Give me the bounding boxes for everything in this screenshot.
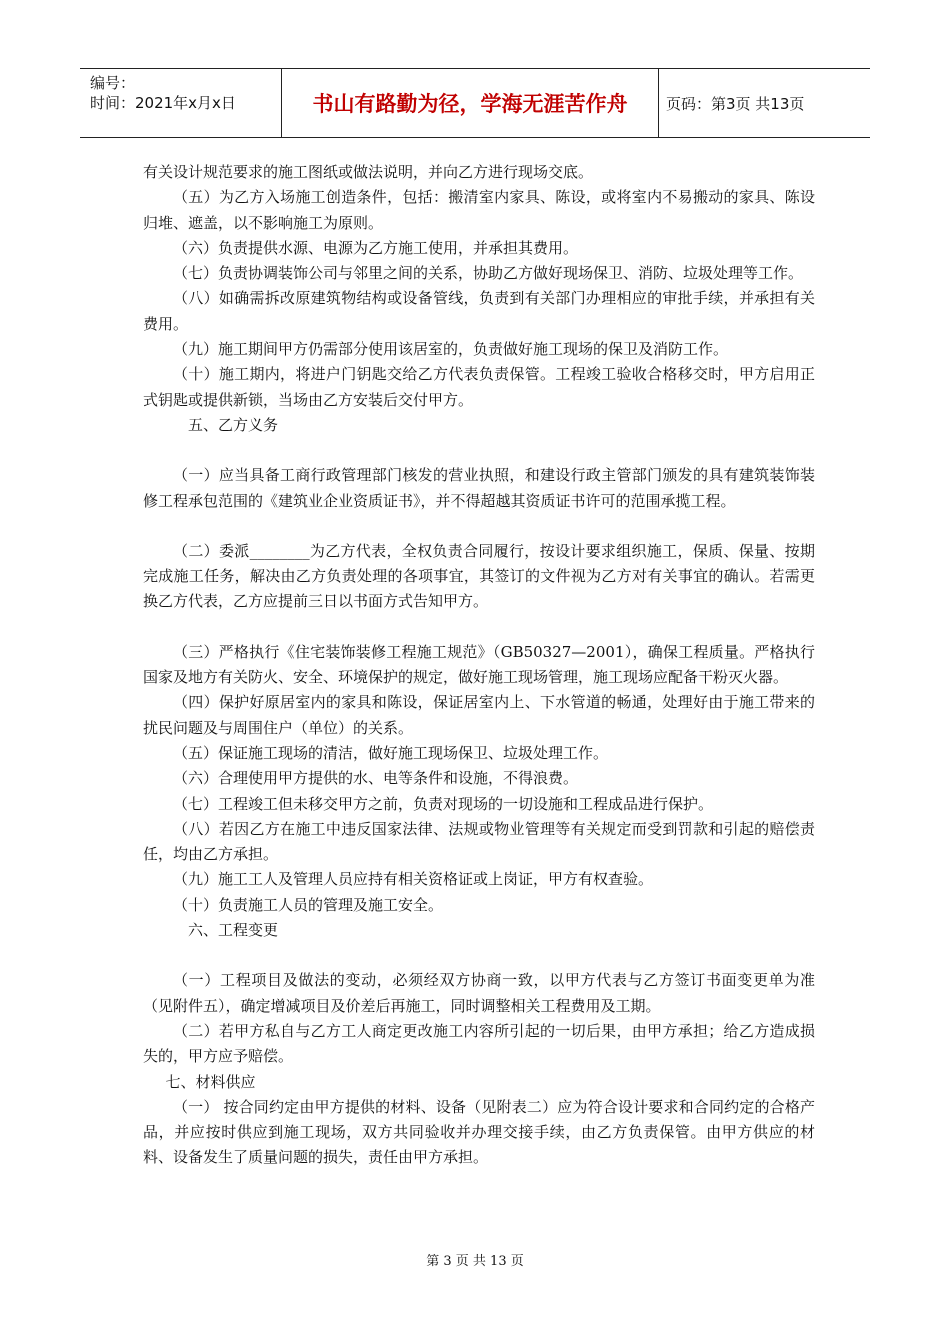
document-date: 时间：2021年x月x日: [90, 94, 236, 112]
page-header: [80, 68, 870, 138]
paragraph: （三）严格执行《住宅装饰装修工程施工规范》（GB50327—2001），确保工程质量。严格执行国家及地方有关防火、安全、环境保护的规定，做好施工现场管理，施工现场应配备干粉灭火器。: [143, 642, 815, 687]
header-page-code: 页码：第3页 共13页: [666, 95, 805, 113]
paragraph: （一） 按合同约定由甲方提供的材料、设备（见附表二）应为符合设计要求和合同约定的合格产品，并应按时供应到施工现场，双方共同验收并办理交接手续，由乙方负责保管。由甲方供应的材料、设备发生了质量问题的损失，责任由甲方承担。: [143, 1097, 815, 1167]
section-heading: 五、乙方义务: [188, 415, 279, 434]
paragraph: （五）保证施工现场的清洁，做好施工现场保卫、垃圾处理工作。: [173, 743, 609, 762]
paragraph: （六）负责提供水源、电源为乙方施工使用，并承担其费用。: [173, 238, 579, 257]
paragraph: （四）保护好原居室内的家具和陈设，保证居室内上、下水管道的畅通，处理好由于施工带来的扰民问题及与周围住户（单位）的关系。: [143, 693, 815, 737]
header-meta: [80, 69, 281, 137]
paragraph: （九）施工期间甲方仍需部分使用该居室的，负责做好施工现场的保卫及消防工作。: [173, 340, 729, 359]
section-heading: 七、材料供应: [165, 1072, 256, 1091]
paragraph: （九）施工工人及管理人员应持有相关资格证或上岗证，甲方有权查验。: [173, 870, 654, 889]
page-footer: 第 3 页 共 13 页: [426, 1254, 524, 1269]
paragraph: （六）合理使用甲方提供的水、电等条件和设施，不得浪费。: [173, 769, 579, 788]
paragraph: （五）为乙方入场施工创造条件，包括：搬清室内家具、陈设，或将室内不易搬动的家具、陈设归堆、遮盖，以不影响施工为原则。: [143, 188, 815, 232]
paragraph: （七）工程竣工但未移交甲方之前，负责对现场的一切设施和工程成品进行保护。: [173, 794, 714, 813]
paragraph: （八）如确需拆改原建筑物结构或设备管线，负责到有关部门办理相应的审批手续，并承担有关费用。: [143, 289, 815, 333]
paragraph: （二）委派________为乙方代表，全权负责合同履行，按设计要求组织施工，保质、保量、按期完成施工任务，解决由乙方负责处理的各项事宜，其签订的文件视为乙方对有关事宜的确认。若需更换乙方代表，乙方应提前三日以书面方式告知甲方。: [143, 541, 815, 611]
document-body: [143, 160, 815, 1171]
paragraph: （十）负责施工人员的管理及施工安全。: [173, 895, 444, 914]
paragraph: （十）施工期内，将进户门钥匙交给乙方代表负责保管。工程竣工验收合格移交时，甲方启用正式钥匙或提供新锁，当场由乙方安装后交付甲方。: [143, 365, 815, 409]
paragraph: （八）若因乙方在施工中违反国家法律、法规或物业管理等有关规定而受到罚款和引起的赔偿责任，均由乙方承担。: [143, 819, 815, 864]
paragraph: （一）工程项目及做法的变动，必须经双方协商一致，以甲方代表与乙方签订书面变更单为准（见附件五），确定增减项目及价差后再施工，同时调整相关工程费用及工期。: [143, 971, 815, 1015]
header-divider: [658, 69, 659, 137]
document-number-label: 编号：: [90, 74, 136, 92]
section-heading: 六、工程变更: [188, 921, 279, 940]
paragraph: （一）应当具备工商行政管理部门核发的营业执照，和建设行政主管部门颁发的具有建筑装饰装修工程承包范围的《建筑业企业资质证书》，并不得超越其资质证书许可的范围承揽工程。: [143, 466, 815, 510]
paragraph: （七）负责协调装饰公司与邻里之间的关系，协助乙方做好现场保卫、消防、垃圾处理等工作。: [173, 264, 804, 283]
paragraph: （二）若甲方私自与乙方工人商定更改施工内容所引起的一切后果，由甲方承担；给乙方造成损失的，甲方应予赔偿。: [143, 1021, 815, 1066]
paragraph: 有关设计规范要求的施工图纸或做法说明，并向乙方进行现场交底。: [143, 163, 594, 181]
header-motto: 书山有路勤为径，学海无涯苦作舟: [312, 92, 628, 116]
